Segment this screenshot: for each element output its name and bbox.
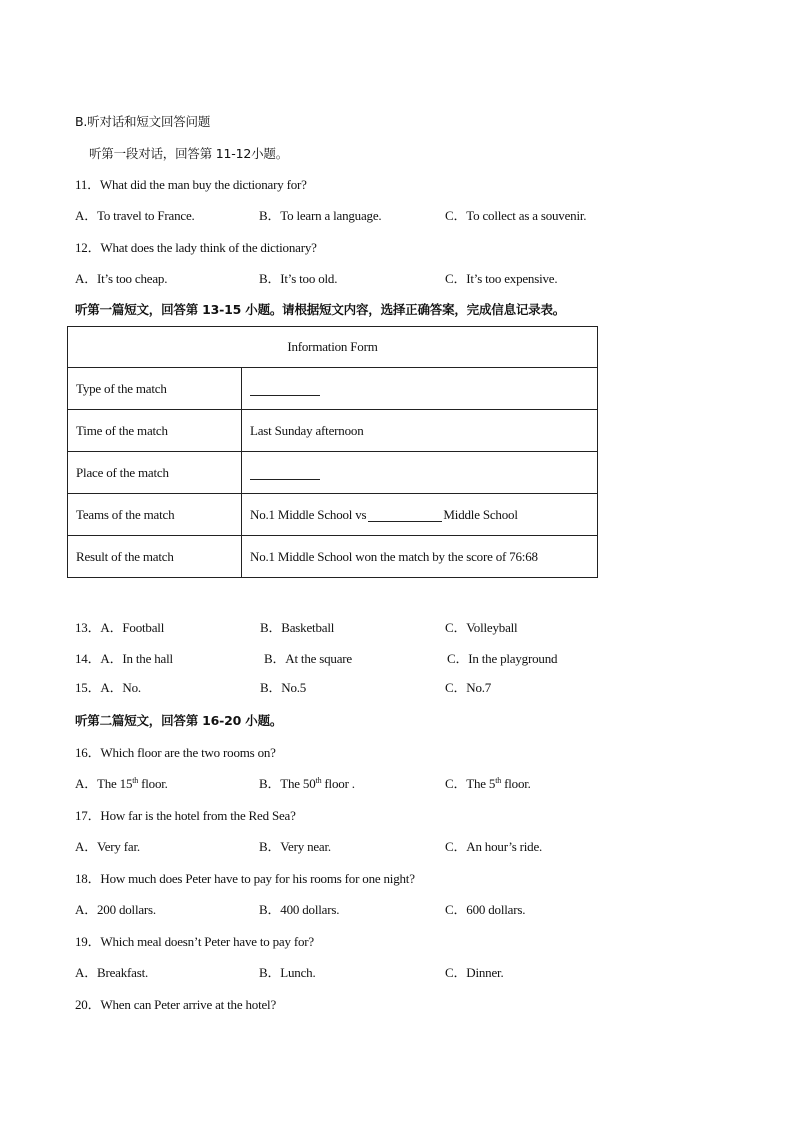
ordinal-suffix: th [132, 776, 139, 785]
section-b-title: B.听对话和短文回答问题 [75, 114, 211, 129]
form-row [68, 368, 598, 410]
form-row [68, 494, 598, 536]
question-17 [75, 808, 296, 824]
q16-option-c [445, 776, 531, 792]
answer-blank[interactable] [368, 509, 442, 522]
form-label: Type of the match [68, 368, 242, 410]
answer-blank[interactable] [250, 467, 320, 480]
q13-row-label [75, 620, 164, 636]
q11-option-a: A．To travel to France. [75, 208, 195, 223]
q15-option-a: A．No. [100, 680, 141, 695]
question-text: What does the lady think of the dictionary? [100, 240, 317, 255]
question-text: What did the man buy the dictionary for? [99, 177, 307, 192]
q18-option-c: C．600 dollars. [445, 902, 526, 917]
question-number: 17． [75, 808, 101, 823]
form-row [68, 410, 598, 452]
question-number: 13． [75, 620, 101, 635]
q18-option-a: A．200 dollars. [75, 902, 156, 917]
q19-option-c: C．Dinner. [445, 965, 504, 980]
option-text: floor. [501, 776, 531, 791]
option-text: C．The 5 [445, 776, 496, 791]
q11-option-b: B．To learn a language. [259, 208, 382, 223]
option-text: A．The 15 [75, 776, 133, 791]
form-row [68, 536, 598, 578]
q16-option-a [75, 776, 168, 792]
answer-blank[interactable] [250, 383, 320, 396]
passage2-instruction: 听第二篇短文，回答第 16-20 小题。 [75, 713, 283, 728]
q16-option-b [259, 776, 355, 792]
ordinal-suffix: th [315, 776, 322, 785]
question-text: How far is the hotel from the Red Sea? [100, 808, 296, 823]
form-header-row [68, 327, 598, 368]
question-20 [75, 997, 276, 1013]
form-label: Result of the match [68, 536, 242, 578]
question-number: 12． [75, 240, 101, 255]
question-number: 18． [75, 871, 101, 886]
question-18 [75, 871, 415, 887]
q13-option-c: C．Volleyball [445, 620, 518, 635]
q14-option-a: A．In the hall [100, 651, 173, 666]
passage1-instruction: 听第一篇短文，回答第 13-15 小题。请根据短文内容，选择正确答案，完成信息记录表。 [75, 302, 566, 317]
q14-row-label [75, 651, 173, 667]
question-11 [75, 177, 307, 193]
q14-option-b: B．At the square [264, 651, 352, 666]
q15-row-label [75, 680, 141, 696]
q14-option-c: C．In the playground [447, 651, 558, 666]
question-text: Which meal doesn’t Peter have to pay for? [100, 934, 314, 949]
form-label: Place of the match [68, 452, 242, 494]
q12-option-c: C．It’s too expensive. [445, 271, 558, 286]
question-12 [75, 240, 317, 256]
form-value [242, 494, 598, 536]
q17-option-b: B．Very near. [259, 839, 331, 854]
question-text: When can Peter arrive at the hotel? [100, 997, 277, 1012]
q13-option-a: A．Football [100, 620, 165, 635]
question-text: Which floor are the two rooms on? [100, 745, 276, 760]
question-16 [75, 745, 276, 761]
q18-option-b: B．400 dollars. [259, 902, 340, 917]
q11-option-c: C．To collect as a souvenir. [445, 208, 587, 223]
form-value: Last Sunday afternoon [242, 410, 598, 452]
form-label: Time of the match [68, 410, 242, 452]
q12-option-a: A．It’s too cheap. [75, 271, 168, 286]
dialogue-instruction: 听第一段对话，回答第 11-12小题。 [89, 146, 288, 161]
option-text: B．The 50 [259, 776, 316, 791]
option-text: floor . [321, 776, 355, 791]
form-value: No.1 Middle School won the match by the score of 76:68 [242, 536, 598, 578]
question-19 [75, 934, 314, 950]
form-value [242, 368, 598, 410]
team-one: No.1 Middle School vs [250, 506, 367, 522]
information-form [67, 326, 598, 578]
question-number: 19． [75, 934, 101, 949]
team-two-suffix: Middle School [443, 506, 518, 522]
q12-option-b: B．It’s too old. [259, 271, 338, 286]
q15-option-b: B．No.5 [260, 680, 307, 695]
q19-option-b: B．Lunch. [259, 965, 316, 980]
question-number: 14． [75, 651, 101, 666]
form-row [68, 452, 598, 494]
q19-option-a: A．Breakfast. [75, 965, 149, 980]
ordinal-suffix: th [495, 776, 502, 785]
question-number: 11． [75, 177, 100, 192]
form-label: Teams of the match [68, 494, 242, 536]
q17-option-a: A．Very far. [75, 839, 140, 854]
form-value [242, 452, 598, 494]
option-text: floor. [138, 776, 168, 791]
form-title: Information Form [68, 327, 598, 368]
question-number: 20． [75, 997, 101, 1012]
q13-option-b: B．Basketball [260, 620, 335, 635]
q15-option-c: C．No.7 [445, 680, 492, 695]
question-text: How much does Peter have to pay for his rooms for one night? [100, 871, 415, 886]
question-number: 16． [75, 745, 101, 760]
question-number: 15． [75, 680, 101, 695]
q17-option-c: C．An hour’s ride. [445, 839, 543, 854]
